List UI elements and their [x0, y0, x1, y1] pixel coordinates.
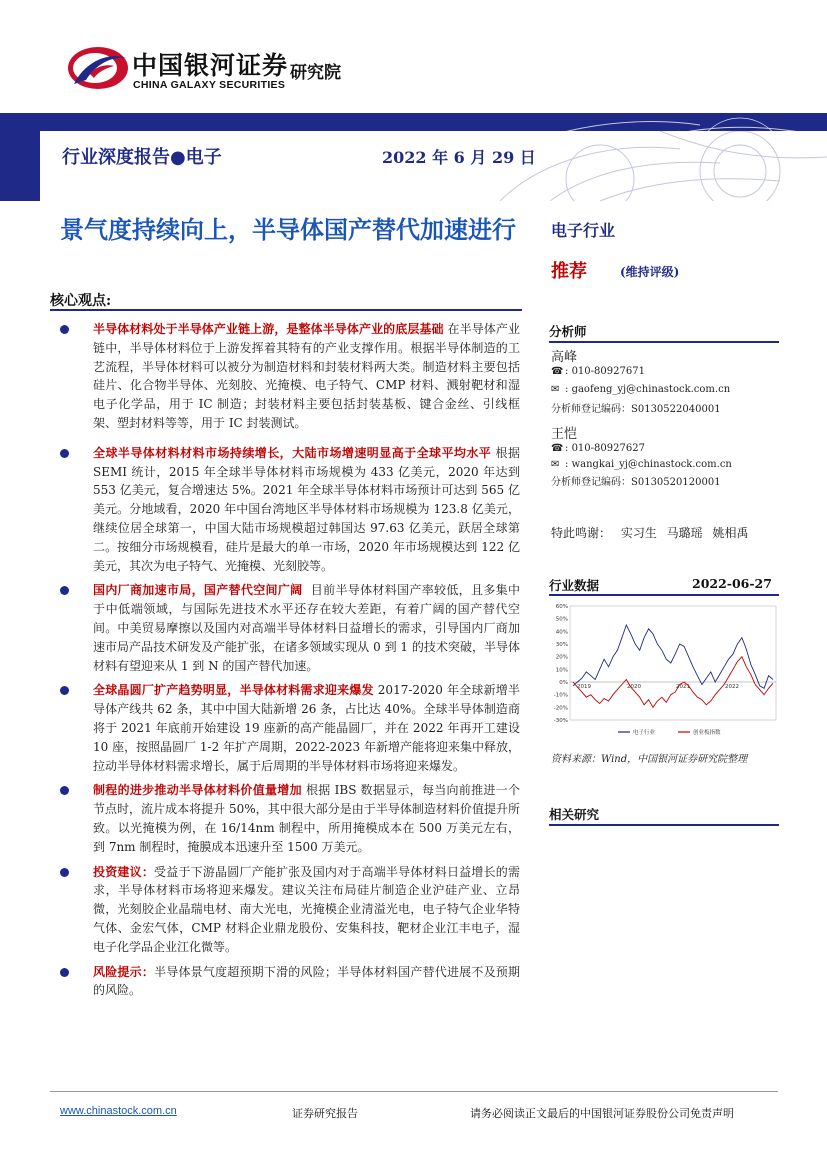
- y-tick-label: -20%: [553, 705, 568, 712]
- list-item: [60, 863, 520, 957]
- analyst-registration: 分析师登记编码：S0130522040001: [551, 404, 721, 415]
- analyst-registration: 分析师登记编码：S0130520120001: [551, 477, 721, 488]
- company-name-en: CHINA GALAXY SECURITIES: [133, 79, 286, 91]
- institute-label: 研究院: [290, 63, 341, 83]
- footer-divider: [50, 1091, 778, 1092]
- y-tick-label: 20%: [555, 654, 568, 661]
- point-text: 根据 SEMI 统计，2015 年全球半导体材料市场规模为 433 亿美元，2020 年达到 553 亿美元，复合增速达 5%。2021 年全球半导体材料市场预计可达到 565 亿美元。分地域看，2020 年中国台湾地区半导体材料市场规模为 123.8 亿美元，继续位居全球第一，中国大陆市场规模超过韩国达 97.63 亿美元，跃居全球第二。按细分市场规模看，硅片是最大的单一市场，2020 年市场规模达到 122 亿美元，其次为电子特气、光掩模、光刻胶等。: [93, 445, 520, 573]
- report-date: 2022 年 6 月 29 日: [382, 148, 536, 167]
- sector-label: 电子行业: [551, 221, 616, 240]
- list-item: [60, 320, 520, 433]
- industry-chart: [548, 600, 780, 740]
- y-tick-label: 30%: [555, 642, 568, 648]
- analyst-divider: [549, 341, 779, 343]
- point-highlight: 风险提示：: [93, 964, 155, 979]
- point-highlight: 制程的进步推动半导体材料价值量增加: [93, 783, 302, 798]
- bullet-dot-icon: [60, 868, 69, 877]
- point-highlight: 全球晶圆厂扩产趋势明显，半导体材料需求迎来爆发: [93, 683, 374, 698]
- legend-label: 电子行业: [633, 730, 656, 736]
- point-text: 半导体景气度超预期下滑的风险；半导体材料国产替代进展不及预期的风险。: [93, 964, 520, 998]
- footer-label: 证券研究报告: [292, 1107, 358, 1120]
- y-tick-label: 40%: [555, 629, 568, 636]
- analyst-email[interactable]: ✉ : gaofeng_yj@chinastock.com.cn: [551, 384, 731, 395]
- list-item: [60, 681, 520, 775]
- list-item: [60, 444, 520, 576]
- point-highlight: 全球半导体材料材料市场持续增长，大陆市场增速明显高于全球平均水平: [93, 445, 492, 460]
- industry-data-heading: 行业数据: [549, 578, 600, 593]
- analyst-phone: ☎ : 010-80927627: [551, 443, 645, 454]
- bullet-dot-icon: [60, 686, 69, 695]
- x-tick-label: 2019: [577, 684, 591, 690]
- rating-note: (维持评级): [620, 265, 680, 279]
- legend-label: 创业板指数: [693, 730, 721, 736]
- point-text: 根据 IBS 数据显示，每当向前推进一个节点时，流片成本将提升 50%，其中很大部分是由于半导体制造材料价值提升所致。以光掩模为例，在 16/14nm 制程中，所用掩模成本在 500 万美元左右，到 7nm 制程时，掩膜成本迅速升至 1500 万美元。: [93, 783, 520, 854]
- mail-icon: ✉: [551, 384, 560, 395]
- bullet-dot-icon: [60, 786, 69, 795]
- list-item: [60, 581, 520, 675]
- y-tick-label: 10%: [555, 667, 568, 674]
- industry-data-date: 2022-06-27: [692, 576, 772, 591]
- footer-website-link[interactable]: www.chinastock.com.cn: [60, 1105, 177, 1117]
- core-points-list: [60, 320, 520, 1002]
- phone-icon: ☎: [551, 443, 564, 454]
- series-line-electronics: [573, 625, 773, 688]
- y-tick-label: -30%: [553, 718, 568, 724]
- x-tick-label: 2021: [676, 684, 690, 690]
- point-highlight: 投资建议：: [93, 864, 155, 879]
- related-research-heading: 相关研究: [549, 807, 600, 822]
- banner-pattern-overlay: [480, 131, 827, 201]
- point-text: 在半导体产业链中，半导体材料位于上游发挥着其特有的产业支撑作用。根据半导体制造的工艺流程，半导体材料可以被分为制造材料和封装材料两大类。制造材料主要包括硅片、化合物半导体、光刻胶、光掩模、电子特气、CMP 材料、溅射靶材和湿电子化学品，用于 IC 制造；封装材料主要包括封装基板、键合金丝、引线框架、塑封材料等等，用于 IC 封装测试。: [93, 322, 520, 430]
- acknowledgement: 特此鸣谢： 实习生 马璐瑶 姚相禹: [551, 526, 749, 540]
- point-text: 目前半导体材料国产率较低，且多集中于中低端领域，与国际先进技术水平还存在较大差距，有着广阔的国产替代空间。中美贸易摩擦以及国内对高端半导体材料日益增长的需求，引导国内厂商加速市局产品技术研发及产能扩张，在诸多领域实现从 0 到 1 的技术突破，半导体材料有望迎来从 1 到 N 的国产替代加速。: [93, 583, 520, 673]
- y-tick-label: -10%: [553, 692, 568, 699]
- x-tick-label: 2022: [725, 684, 739, 690]
- core-points-heading: 核心观点:: [50, 293, 112, 309]
- list-item: [60, 963, 520, 1001]
- analyst-phone: ☎ : 010-80927671: [551, 366, 645, 377]
- bullet-dot-icon: [60, 449, 69, 458]
- galaxy-logo-icon: [66, 40, 130, 92]
- bullet-dot-icon: [60, 968, 69, 977]
- footer-disclaimer: 请务必阅读正文最后的中国银河证券股份公司免责声明: [470, 1107, 734, 1120]
- report-title: 景气度持续向上，半导体国产替代加速进行: [60, 215, 516, 244]
- core-divider: [50, 309, 522, 311]
- analyst-name: 王恺: [551, 427, 578, 442]
- y-tick-label: 50%: [555, 616, 568, 623]
- analyst-heading: 分析师: [549, 324, 587, 339]
- x-tick-label: 2020: [627, 684, 641, 690]
- analyst-email[interactable]: ✉ : wangkai_yj@chinastock.com.cn: [551, 459, 732, 470]
- industry-data-divider: [549, 594, 779, 596]
- phone-icon: ☎: [551, 366, 564, 377]
- bullet-dot-icon: [60, 586, 69, 595]
- point-highlight: 半导体材料处于半导体产业链上游，是整体半导体产业的底层基础: [93, 322, 444, 336]
- list-item: [60, 781, 520, 856]
- y-tick-label: 0%: [559, 680, 568, 686]
- rating-label: 推荐: [551, 261, 587, 282]
- chart-source: 资料来源：Wind，中国银河证券研究院整理: [551, 754, 748, 765]
- mail-icon: ✉: [551, 459, 560, 470]
- report-type: 行业深度报告●电子: [62, 147, 222, 168]
- related-divider: [549, 824, 779, 826]
- point-highlight: 国内厂商加速市局，国产替代空间广阔: [93, 583, 303, 598]
- point-text: 受益于下游晶圆厂产能扩张及国内对于高端半导体材料日益增长的需求，半导体材料市场将迎来爆发。建议关注布局硅片制造企业沪硅产业、立昂微，光刻胶企业晶瑞电材、南大光电，光掩模企业清溢光电，电子特气企业华特气体、金宏气体，CMP 材料企业鼎龙股份、安集科技，靶材企业江丰电子，湿电子化学品企业江化微等。: [93, 864, 520, 954]
- analyst-name: 高峰: [551, 350, 578, 365]
- company-name-cn: 中国银河证券: [132, 51, 289, 80]
- y-tick-label: 60%: [555, 604, 568, 610]
- point-text: 2017-2020 年全球新增半导体产线共 62 条，其中中国大陆新增 26 条，占比达 40%。全球半导体制造商将于 2021 年底前开始建设 19 座新的高产能晶圆厂，并在 2022 年再开工建设 10 座，按照晶圆厂 1-2 年扩产周期，2022-2023 年新增产能将迎来集中释放，拉动半导体材料需求增长，属于后周期的半导体材料市场将迎来爆发。: [93, 683, 520, 773]
- bullet-dot-icon: [60, 325, 69, 334]
